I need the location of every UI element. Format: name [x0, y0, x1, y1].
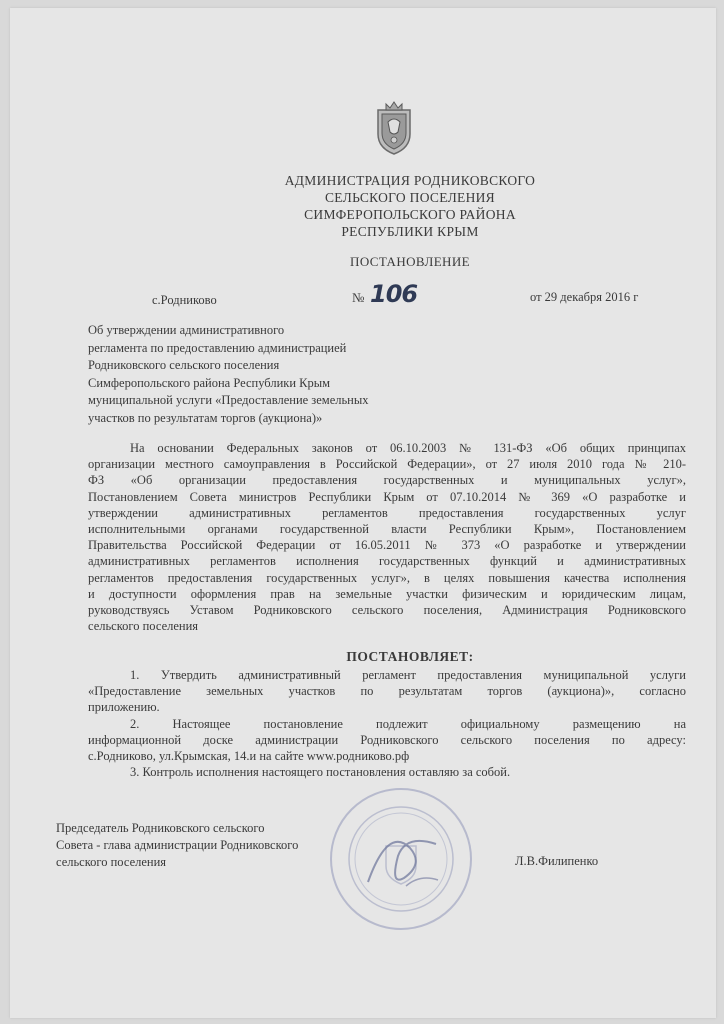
document-number: 106 — [370, 280, 418, 308]
header-line-3: СИМФЕРОПОЛЬСКОГО РАЙОНА — [304, 207, 516, 222]
document-page — [10, 8, 716, 1018]
preamble-line: сельского поселения — [88, 619, 199, 634]
subject-line: Об утверждении административного — [88, 323, 285, 337]
signature-line: Совета - глава администрации Родниковского — [56, 838, 299, 852]
item-line: 3. Контроль исполнения настоящего постановления оставляю за собой. — [130, 765, 511, 780]
subject-line: муниципальной услуги «Предоставление земельных — [88, 393, 369, 407]
preamble-line: организации местного самоуправления в Российской Федерации», от 27 июля 2010 года № 210- — [88, 457, 686, 472]
decree-items — [88, 667, 686, 780]
item-line: 1. Утвердить административный регламент предоставления муниципальной услуги — [130, 668, 686, 682]
preamble-line: утверждении административных регламентов предоставления государственных услуг — [88, 505, 686, 520]
item-line: приложению. — [88, 700, 160, 715]
subject-line: Родниковского сельского поселения — [88, 358, 280, 372]
item-line: «Предоставление земельных участков по результатам торгов (аукциона)», согласно — [88, 684, 686, 699]
preamble-line: Постановлением Совета министров Республики Крым от 07.10.2014 № 369 «О разработке и — [88, 489, 686, 504]
number-label: № — [352, 290, 365, 305]
header-line-1: АДМИНИСТРАЦИЯ РОДНИКОВСКОГО — [284, 173, 536, 188]
preamble-line: административных регламентов исполнения государственных функций и административных — [88, 554, 686, 569]
subject-line: Симферопольского района Республики Крым — [88, 375, 331, 390]
place: с.Родниково — [152, 293, 217, 307]
preamble-line: руководствуясь Уставом Родниковского сельского поселения, Администрация Родниковского — [88, 603, 686, 618]
signature-line: сельского поселения — [56, 855, 167, 869]
subject-line: регламента по предоставлению администрацией — [88, 340, 347, 355]
item-line: информационной доске администрации Родниковского сельского поселения по адресу: — [88, 732, 686, 747]
preamble-line: На основании Федеральных законов от 06.10.2003 № 131-ФЗ «Об общих принципах — [130, 441, 686, 455]
subject-block — [88, 322, 369, 427]
preamble-line: Правительства Российской Федерации от 16.05.2011 № 373 «О разработке и утверждении — [88, 538, 686, 553]
item-line: 2. Настоящее постановление подлежит официальному размещению на — [130, 716, 686, 731]
coat-of-arms-icon — [372, 100, 416, 156]
document-date: от 29 декабря 2016 г — [530, 290, 639, 304]
signer-name: Л.В.Филипенко — [515, 854, 599, 868]
signature-line: Председатель Родниковского сельского — [56, 821, 265, 835]
official-stamp-icon — [328, 786, 474, 932]
signature-block — [56, 820, 298, 871]
header-line-2: СЕЛЬСКОГО ПОСЕЛЕНИЯ — [324, 190, 495, 205]
preamble-line: регламентов предоставления государственных услуг», в целях повышения качества исполнения — [88, 570, 686, 585]
preamble-line: исполнительными органами государственной власти Республики Крым», Постановлением — [88, 522, 686, 537]
preamble — [88, 440, 686, 634]
preamble-line: ФЗ «Об организации предоставления государственных и муниципальных услуг», — [88, 473, 686, 488]
preamble-line: и доступности оформления прав на земельные участки физическим и юридическим лицам, — [88, 586, 686, 601]
decree-heading: ПОСТАНОВЛЯЕТ: — [346, 649, 474, 664]
subject-line: участков по результатам торгов (аукциона)» — [88, 410, 323, 425]
header-line-4: РЕСПУБЛИКИ КРЫМ — [341, 224, 479, 239]
item-line: с.Родниково, ул.Крымская, 14.и на сайте www.родниково.рф — [88, 749, 410, 764]
document-type: ПОСТАНОВЛЕНИЕ — [350, 254, 470, 269]
